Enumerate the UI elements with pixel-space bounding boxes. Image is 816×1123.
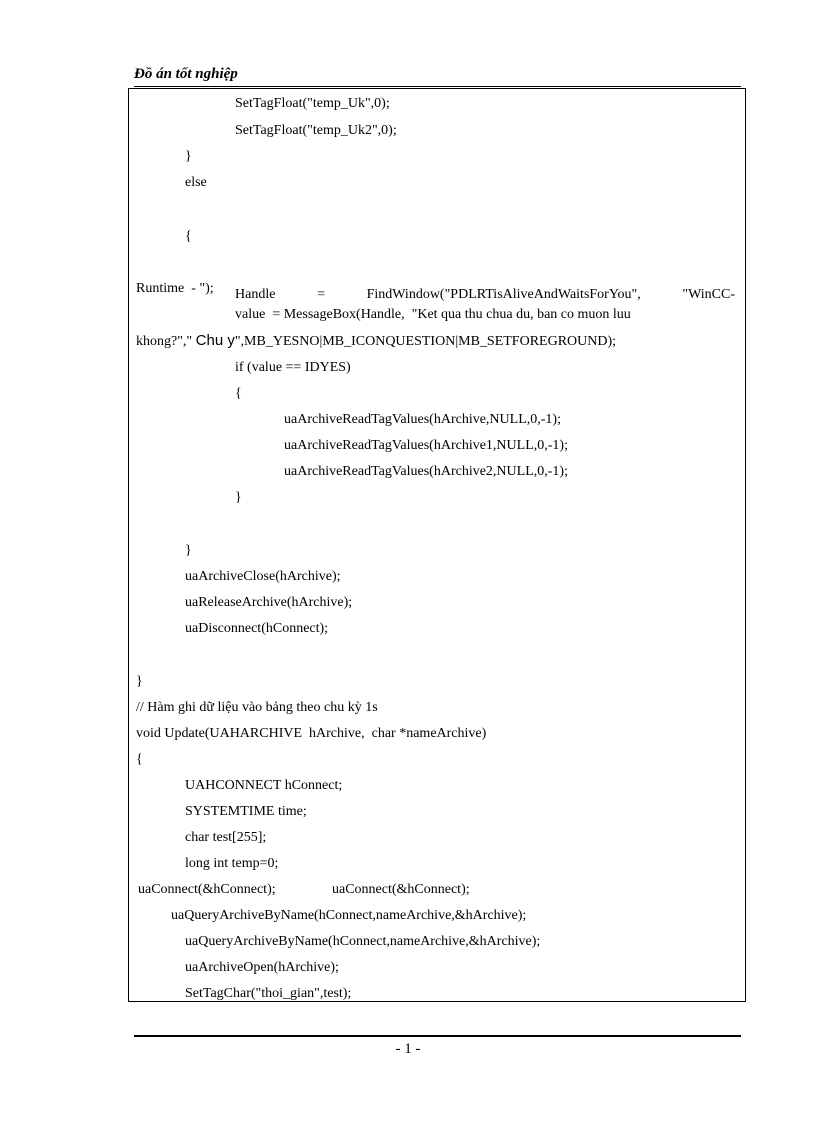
code-box: [128, 88, 746, 1002]
code-comment: // Hàm ghi dữ liệu vào bảng theo chu kỳ 1s: [136, 700, 378, 715]
code-line: if (value == IDYES): [235, 360, 351, 375]
page-header-title: Đồ án tốt nghiệp: [134, 66, 238, 82]
code-line: uaConnect(&hConnect);: [138, 882, 276, 897]
code-line: {: [136, 752, 143, 767]
code-line: uaArchiveOpen(hArchive);: [185, 960, 339, 975]
code-line: Runtime - ");: [136, 281, 214, 296]
code-line: uaArchiveReadTagValues(hArchive,NULL,0,-1);: [284, 412, 561, 427]
code-line: uaArchiveClose(hArchive);: [185, 569, 341, 584]
code-line: uaReleaseArchive(hArchive);: [185, 595, 353, 610]
code-token: ",MB_YESNO|MB_ICONQUESTION|MB_SETFOREGROUND);: [234, 334, 617, 349]
code-line: value = MessageBox(Handle, "Ket qua thu chua du, ban co muon luu: [235, 307, 631, 322]
code-line: else: [185, 175, 207, 190]
code-line: uaConnect(&hConnect);: [332, 882, 470, 897]
page-number: - 1 -: [395, 1041, 421, 1057]
code-line: uaArchiveReadTagValues(hArchive1,NULL,0,-1);: [284, 438, 568, 453]
code-line: SetTagFloat("temp_Uk2",0);: [235, 123, 397, 138]
code-line: SetTagChar("thoi_gian",test);: [185, 986, 352, 1001]
code-line: SYSTEMTIME time;: [185, 804, 307, 819]
code-line: }: [185, 543, 192, 558]
code-line: {: [185, 229, 192, 244]
code-line: long int temp=0;: [185, 856, 279, 871]
code-line-mixed: [136, 333, 616, 350]
code-line: uaArchiveReadTagValues(hArchive2,NULL,0,-1);: [284, 464, 568, 479]
code-line: {: [235, 386, 242, 401]
code-token: Chu y: [195, 332, 235, 349]
code-line: uaQueryArchiveByName(hConnect,nameArchive,&hArchive);: [185, 934, 541, 949]
code-token: "WinCC-: [682, 287, 735, 302]
code-line: }: [235, 490, 242, 505]
code-line: uaQueryArchiveByName(hConnect,nameArchive,&hArchive);: [171, 908, 527, 923]
header-rule: [134, 86, 741, 87]
code-line: }: [136, 674, 143, 689]
code-line: void Update(UAHARCHIVE hArchive, char *nameArchive): [136, 726, 487, 741]
code-token: FindWindow("PDLRTisAliveAndWaitsForYou",: [366, 287, 641, 302]
code-line: SetTagFloat("temp_Uk",0);: [235, 96, 390, 111]
code-token: Handle: [235, 287, 276, 302]
code-token: =: [317, 287, 325, 302]
code-line-justified: [235, 255, 735, 335]
footer-rule: [134, 1035, 741, 1037]
code-line: UAHCONNECT hConnect;: [185, 778, 343, 793]
code-line: }: [185, 149, 192, 164]
code-line: char test[255];: [185, 830, 267, 845]
code-token: khong?",": [136, 334, 196, 349]
code-line: uaDisconnect(hConnect);: [185, 621, 329, 636]
